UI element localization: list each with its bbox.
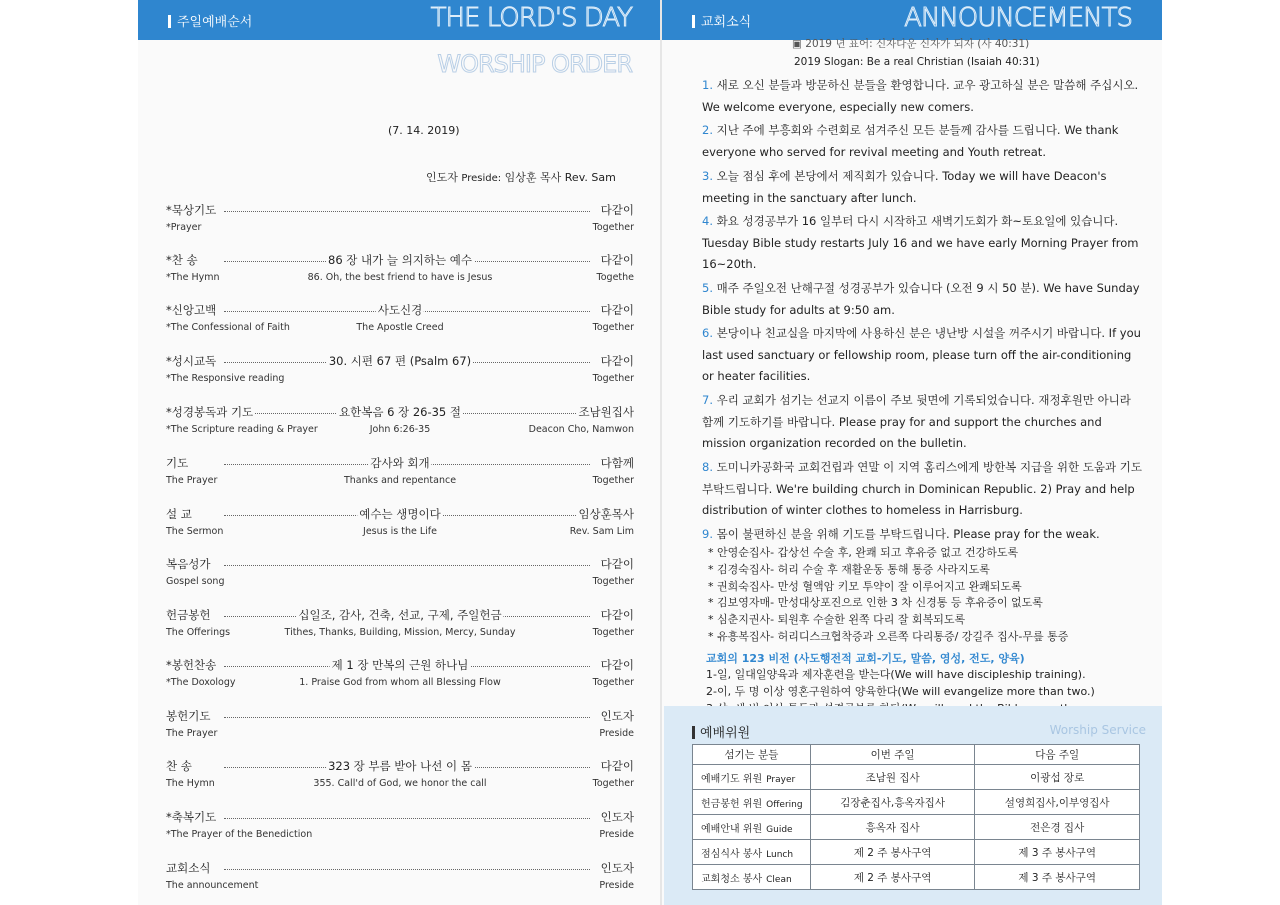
announcement-number: 9. xyxy=(702,527,713,541)
announcement-item xyxy=(702,278,1142,321)
order-row-en xyxy=(166,778,634,792)
order-row-en xyxy=(166,373,634,387)
prayer-request: * 심춘지권사- 퇴원후 수술한 왼쪽 다리 잘 회복되도록 xyxy=(708,613,966,627)
role-cell xyxy=(693,790,811,815)
worship-service-panel xyxy=(664,706,1162,905)
right-header xyxy=(662,0,1162,40)
order-title: *성경봉독과 기도 xyxy=(166,405,254,419)
order-leader-en: Together xyxy=(592,778,634,789)
prayer-request: * 김보영자매- 만성대상포진으로 인한 3 차 신경통 등 후유증이 없도록 xyxy=(708,596,1043,610)
table-row xyxy=(693,790,1140,815)
worship-service-title-en: Worship Service xyxy=(1049,723,1146,737)
order-leader-en: Togethe xyxy=(596,272,634,283)
this-week-cell: 조남원 집사 xyxy=(810,765,975,790)
order-row-ko xyxy=(166,708,634,724)
next-week-cell: 설영희집사,이부영집사 xyxy=(975,790,1140,815)
role-name-en: Offering xyxy=(766,799,803,810)
order-title: 복음성가 xyxy=(166,557,211,571)
order-detail-en: 86. Oh, the best friend to have is Jesus xyxy=(307,272,493,283)
next-week-cell: 이광섭 장로 xyxy=(975,765,1140,790)
order-detail: 예수는 생명이다 xyxy=(359,507,441,521)
order-row-en xyxy=(166,424,634,438)
announcement-item xyxy=(702,166,1142,209)
order-item xyxy=(166,708,634,742)
order-title: 봉헌기도 xyxy=(166,709,211,723)
order-row-ko xyxy=(166,758,634,774)
order-leader-en: Together xyxy=(592,627,634,638)
announcement-number: 5. xyxy=(702,281,713,295)
order-leader-en: Together xyxy=(592,576,634,587)
page-title: ANNOUNCEMENTS xyxy=(904,3,1132,33)
order-leader-en: Preside xyxy=(599,829,634,840)
leader-dots xyxy=(224,565,590,566)
order-detail-en: 1. Praise God from whom all Blessing Flow xyxy=(299,677,501,688)
slogan-ko: ▣ 2019 년 표어: 신자다운 신자가 되자 (사 40:31) xyxy=(792,38,1030,50)
this-week-cell: 제 2 주 봉사구역 xyxy=(810,865,975,890)
order-leader-en: Together xyxy=(592,475,634,486)
order-leader-en: Preside xyxy=(599,880,634,891)
table-row xyxy=(693,865,1140,890)
order-leader: 다같이 xyxy=(600,253,634,267)
next-week-cell: 전은경 집사 xyxy=(975,815,1140,840)
vision-item: 1-일, 일대일양육과 제자훈련을 받는다(We will have discipleship training). xyxy=(706,668,1086,681)
order-row-ko xyxy=(166,302,634,318)
order-row-ko xyxy=(166,556,634,572)
this-week-cell: 흥옥자 집사 xyxy=(810,815,975,840)
order-row-ko xyxy=(166,657,634,673)
order-title-en: *Prayer xyxy=(166,222,202,233)
leader-dots xyxy=(224,818,590,819)
order-row-en xyxy=(166,728,634,742)
order-leader-en: Together xyxy=(592,373,634,384)
role-cell xyxy=(693,865,811,890)
order-row-en xyxy=(166,627,634,641)
order-row-ko xyxy=(166,607,634,623)
order-row-en xyxy=(166,829,634,843)
order-title-en: *The Scripture reading & Prayer xyxy=(166,424,318,435)
order-item xyxy=(166,404,634,438)
order-item xyxy=(166,809,634,843)
order-row-en xyxy=(166,677,634,691)
order-detail: 323 장 부름 받아 나선 이 몸 xyxy=(328,759,472,773)
role-name-en: Clean xyxy=(766,874,792,885)
column-header: 섬기는 분들 xyxy=(693,745,811,765)
order-title: *축복기도 xyxy=(166,810,217,824)
role-cell xyxy=(693,765,811,790)
page-title: THE LORD'S DAY xyxy=(430,3,632,33)
role-cell xyxy=(693,815,811,840)
order-leader: 다같이 xyxy=(600,658,634,672)
order-detail-en: Jesus is the Life xyxy=(363,526,437,537)
order-leader-en: Together xyxy=(592,677,634,688)
this-week-cell: 제 2 주 봉사구역 xyxy=(810,840,975,865)
order-row-ko xyxy=(166,455,634,471)
presider-label: 인도자 xyxy=(426,171,458,184)
order-detail: 86 장 내가 늘 의지하는 예수 xyxy=(328,253,472,267)
announcement-text: 매주 주일오전 난해구절 성경공부가 있습니다 (오전 9 시 50 분). We have Sunday Bible study for adults at 9:50 am. xyxy=(702,281,1140,317)
announcement-number: 2. xyxy=(702,123,713,137)
order-detail-en: Thanks and repentance xyxy=(343,475,457,486)
bulletin-date: (7. 14. 2019) xyxy=(388,124,460,137)
order-detail: 제 1 장 만복의 근원 하나님 xyxy=(331,658,469,672)
column-header: 이번 주일 xyxy=(810,745,975,765)
order-item xyxy=(166,252,634,286)
order-item xyxy=(166,758,634,792)
order-title-en: *The Responsive reading xyxy=(166,373,285,384)
order-row-ko xyxy=(166,353,634,369)
order-row-en xyxy=(166,526,634,540)
role-name: 헌금봉헌 위원 xyxy=(701,798,763,810)
vision-title: 교회의 123 비전 (사도행전적 교회-기도, 말씀, 영성, 전도, 양육) xyxy=(706,652,1025,665)
order-detail-en: 355. Call'd of God, we honor the call xyxy=(313,778,487,789)
prayer-request: * 안영순집사- 갑상선 수술 후, 완쾌 되고 후유증 없고 건강하도록 xyxy=(708,546,1019,559)
order-title-en: The Offerings xyxy=(166,627,231,638)
announcement-text: 본당이나 친교실을 마지막에 사용하신 분은 냉난방 시설을 꺼주시기 바랍니다. If you last used sanctuary or fellowship room, please turn off the air-conditioning or heater facilities. xyxy=(702,326,1141,383)
order-row-en xyxy=(166,222,634,236)
announcement-number: 1. xyxy=(702,78,713,92)
order-detail: 사도신경 xyxy=(377,303,423,317)
announcement-text: 새로 오신 분들과 방문하신 분들을 환영합니다. 교우 광고하실 분은 말씀해 주십시오. We welcome everyone, especially new comers. xyxy=(702,78,1139,114)
order-title: *성시교독 xyxy=(166,354,217,368)
order-row-ko xyxy=(166,202,634,218)
presider-label-en: Preside: xyxy=(461,173,502,184)
order-title-en: *The Prayer of the Benediction xyxy=(166,829,313,840)
announcement-text: 화요 성경공부가 16 일부터 다시 시작하고 새벽기도회가 화~토요일에 있습니다. Tuesday Bible study restarts July 16 and we have early Morning Prayer from 16~20th. xyxy=(702,214,1139,271)
worship-service-title: 예배위원 xyxy=(692,722,750,741)
order-item xyxy=(166,860,634,894)
announcement-text: 우리 교회가 섬기는 선교지 이름이 주보 뒷면에 기록되었습니다. 재정후원만 아니라 함께 기도하기를 바랍니다. Please pray for and support the churches and mission organization recorded on the bulletin. xyxy=(702,393,1131,450)
announcement-item xyxy=(702,211,1142,276)
order-title: 기도 xyxy=(166,456,189,470)
order-item xyxy=(166,556,634,590)
order-leader: 조남원집사 xyxy=(578,405,634,419)
role-name-en: Lunch xyxy=(766,849,794,860)
order-title-en: *The Doxology xyxy=(166,677,236,688)
next-week-cell: 제 3 주 봉사구역 xyxy=(975,865,1140,890)
order-detail-en: Tithes, Thanks, Building, Mission, Mercy, Sunday xyxy=(284,627,516,638)
order-row-en xyxy=(166,576,634,590)
role-name: 예배안내 위원 xyxy=(701,823,763,835)
announcement-number: 6. xyxy=(702,326,713,340)
order-row-ko xyxy=(166,809,634,825)
order-item xyxy=(166,607,634,641)
order-leader: 임상훈목사 xyxy=(578,507,634,521)
worship-service-table xyxy=(692,744,1140,890)
order-title: 찬 송 xyxy=(166,759,192,773)
order-item xyxy=(166,657,634,691)
table-row xyxy=(693,815,1140,840)
vision-item: 2-이, 두 명 이상 영혼구원하여 양육한다(We will evangelize more than two.) xyxy=(706,685,1095,698)
order-title-en: The Hymn xyxy=(166,778,215,789)
worship-order-page xyxy=(138,0,662,905)
table-header-row xyxy=(693,745,1140,765)
left-header xyxy=(138,0,662,40)
presider-line xyxy=(426,169,616,185)
order-detail-en: The Apostle Creed xyxy=(356,322,444,333)
order-title-en: The Prayer xyxy=(166,728,218,739)
order-detail: 감사와 회개 xyxy=(370,456,430,470)
order-leader-en: Together xyxy=(592,222,634,233)
announcement-item xyxy=(702,75,1142,118)
order-item xyxy=(166,506,634,540)
order-title: *묵상기도 xyxy=(166,203,217,217)
announcement-item xyxy=(702,390,1142,455)
announcement-text: 몸이 불편하신 분을 위해 기도를 부탁드립니다. Please pray for the weak. xyxy=(716,527,1100,541)
column-header: 다음 주일 xyxy=(975,745,1140,765)
order-title-en: The Prayer xyxy=(166,475,218,486)
table-row xyxy=(693,765,1140,790)
leader-dots xyxy=(224,869,590,870)
order-leader: 다같이 xyxy=(600,608,634,622)
order-title: *찬 송 xyxy=(166,253,198,267)
order-title: 설 교 xyxy=(166,507,192,521)
announcement-number: 4. xyxy=(702,214,713,228)
order-detail: 30. 시편 67 편 (Psalm 67) xyxy=(328,354,472,368)
order-item xyxy=(166,455,634,489)
leader-dots xyxy=(224,717,590,718)
order-title: 헌금봉헌 xyxy=(166,608,211,622)
order-detail: 요한복음 6 장 26-35 절 xyxy=(338,405,462,419)
role-name-en: Prayer xyxy=(766,774,796,785)
order-item xyxy=(166,353,634,387)
this-week-cell: 김장춘집사,흥옥자집사 xyxy=(810,790,975,815)
order-row-en xyxy=(166,272,634,286)
order-row-en xyxy=(166,322,634,336)
order-leader: 다같이 xyxy=(600,303,634,317)
order-title-en: Gospel song xyxy=(166,576,225,587)
order-leader: 다같이 xyxy=(600,354,634,368)
role-name: 예배기도 위원 xyxy=(701,773,763,785)
order-leader: 다같이 xyxy=(600,557,634,571)
leader-dots xyxy=(224,211,590,212)
order-leader: 인도자 xyxy=(600,709,634,723)
announcement-item xyxy=(702,457,1142,522)
order-leader-en: Together xyxy=(592,322,634,333)
order-leader-en: Deacon Cho, Namwon xyxy=(528,424,634,435)
role-name: 점심식사 봉사 xyxy=(701,848,763,860)
announcement-item xyxy=(702,120,1142,163)
page-subtitle: WORSHIP ORDER xyxy=(437,50,632,78)
order-row-ko xyxy=(166,506,634,522)
order-row-ko xyxy=(166,404,634,420)
section-tag: 교회소식 xyxy=(692,11,751,30)
slogan-en: 2019 Slogan: Be a real Christian (Isaiah 40:31) xyxy=(794,56,1040,68)
order-leader: 다함께 xyxy=(600,456,634,470)
order-item xyxy=(166,302,634,336)
prayer-request: * 김경숙집사- 허리 수술 후 재활운동 통해 통증 사라지도록 xyxy=(708,562,990,576)
order-title-en: *The Hymn xyxy=(166,272,220,283)
prayer-request: * 권희숙집사- 만성 혈액암 키모 투약이 잘 이루어지고 완쾌되도록 xyxy=(708,579,1022,593)
order-title: *봉헌찬송 xyxy=(166,658,217,672)
order-leader: 인도자 xyxy=(600,861,634,875)
announcement-number: 7. xyxy=(702,393,713,407)
order-leader-en: Preside xyxy=(599,728,634,739)
order-row-ko xyxy=(166,252,634,268)
announcement-text: 지난 주에 부흥회와 수련회로 섬겨주신 모든 분들께 감사를 드립니다. We thank everyone who served for revival meeting and Youth retreat. xyxy=(702,123,1119,159)
role-cell xyxy=(693,840,811,865)
table-row xyxy=(693,840,1140,865)
presider-name: 임상훈 목사 Rev. Sam xyxy=(504,171,616,184)
order-row-en xyxy=(166,880,634,894)
role-name-en: Guide xyxy=(766,824,793,835)
announcement-text: 오늘 점심 후에 본당에서 제직회가 있습니다. Today we will have Deacon's meeting in the sanctuary after lunch. xyxy=(702,169,1107,205)
section-tag: 주일예배순서 xyxy=(168,11,252,30)
order-leader-en: Rev. Sam Lim xyxy=(569,526,634,537)
order-title-en: The Sermon xyxy=(166,526,224,537)
order-title: 교회소식 xyxy=(166,861,211,875)
announcement-item xyxy=(702,524,1142,546)
announcement-number: 3. xyxy=(702,169,713,183)
announcement-item xyxy=(702,323,1142,388)
order-row-en xyxy=(166,475,634,489)
order-row-ko xyxy=(166,860,634,876)
order-detail-en: John 6:26-35 xyxy=(369,424,431,435)
order-title: *신앙고백 xyxy=(166,303,217,317)
order-leader: 인도자 xyxy=(600,810,634,824)
order-item xyxy=(166,202,634,236)
announcement-text: 도미니카공화국 교회건립과 연말 이 지역 홈리스에게 방한복 지급을 위한 도움과 기도 부탁드립니다. We're building church in Dominican Republic. 2) Pray and help distribution of winter clothes to homeless in Harrisburg. xyxy=(702,460,1143,517)
role-name: 교회청소 봉사 xyxy=(701,873,763,885)
order-leader: 다같이 xyxy=(600,203,634,217)
next-week-cell: 제 3 주 봉사구역 xyxy=(975,840,1140,865)
order-title-en: *The Confessional of Faith xyxy=(166,322,290,333)
order-title-en: The announcement xyxy=(166,880,259,891)
order-leader: 다같이 xyxy=(600,759,634,773)
announcement-number: 8. xyxy=(702,460,713,474)
order-detail: 십일조, 감사, 건축, 선교, 구제, 주일헌금 xyxy=(298,608,502,622)
prayer-request: * 유흥복집사- 허리디스크협착증과 오른쪽 다리통증/ 강길주 집사-무릎 통증 xyxy=(708,630,1069,643)
